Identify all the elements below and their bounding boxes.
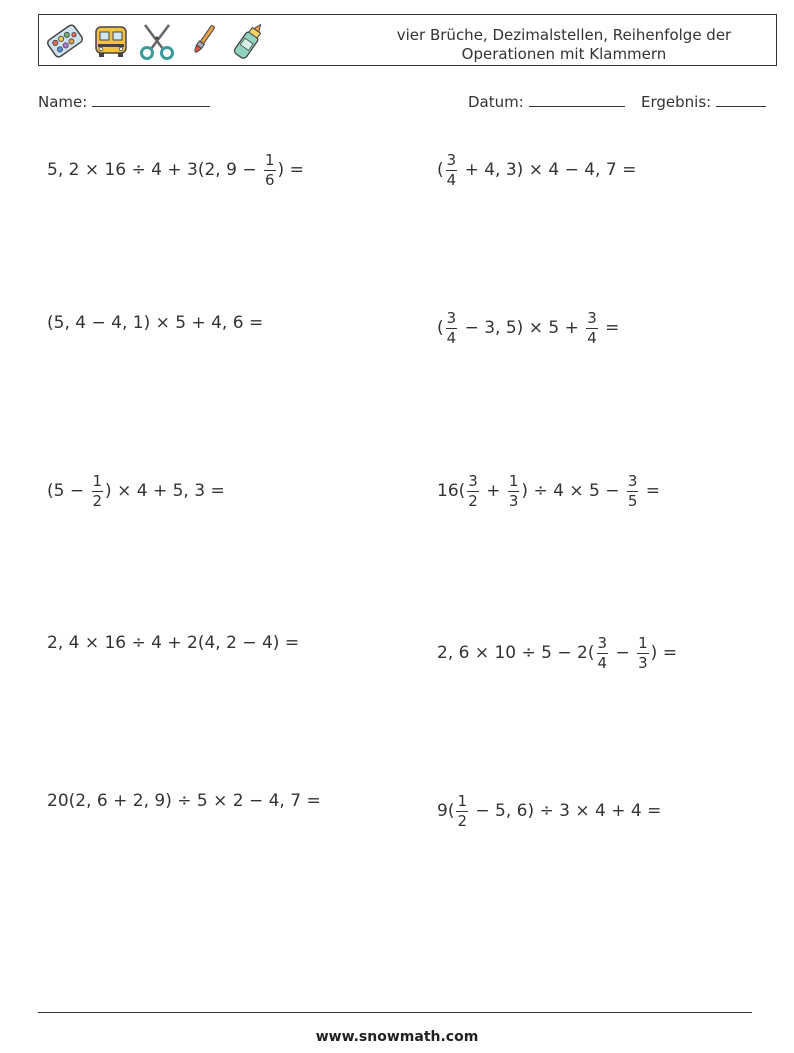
fraction-numerator: 1: [638, 633, 648, 652]
problem-text: + 4, 3) × 4 − 4, 7 =: [459, 160, 637, 180]
fraction-numerator: 3: [446, 308, 457, 327]
problem-text: ) =: [650, 643, 677, 663]
problem-text: 2, 4 × 16 ÷ 4 + 2(4, 2 − 4) =: [47, 633, 300, 653]
fraction-denominator: 4: [587, 328, 597, 347]
fraction: [456, 793, 468, 830]
problem-text: ) =: [277, 160, 304, 180]
fraction-denominator: 3: [508, 491, 519, 510]
fraction: [586, 310, 598, 347]
fraction-numerator: 1: [508, 471, 519, 490]
problem-text: ) ÷ 4 × 5 −: [521, 481, 625, 501]
problem-4: [437, 303, 619, 353]
fraction: [508, 473, 520, 510]
footer-url: www.snowmath.com: [315, 1029, 479, 1045]
problem-text: =: [599, 318, 620, 338]
problem-text: (5 −: [47, 481, 90, 501]
worksheet-title: [364, 26, 764, 64]
footer-divider: [38, 1012, 752, 1013]
date-field: [468, 93, 625, 111]
problem-text: 5, 2 × 16 ÷ 4 + 3(2, 9 −: [47, 160, 262, 180]
fraction: [92, 473, 104, 510]
fraction-numerator: 1: [92, 471, 103, 490]
fraction-denominator: 4: [446, 328, 457, 347]
fraction-denominator: 4: [446, 170, 457, 189]
problem-2: [437, 145, 636, 195]
problem-1: [47, 145, 304, 195]
problem-text: ) × 4 + 5, 3 =: [105, 481, 225, 501]
problem-10: [437, 786, 661, 836]
glue-bottle-icon: [227, 19, 271, 63]
fraction-denominator: 3: [638, 653, 648, 672]
problem-text: 16(: [437, 481, 466, 501]
problem-9: [47, 776, 321, 826]
paintbrush-icon: [181, 19, 225, 63]
problem-text: +: [480, 481, 506, 501]
scissors-icon: [135, 19, 179, 63]
name-label: Name:: [38, 93, 88, 111]
problem-7: [47, 618, 299, 668]
date-label: Datum:: [468, 93, 524, 111]
result-label: Ergebnis:: [641, 93, 712, 111]
fraction: [597, 635, 609, 672]
fraction: [446, 310, 458, 347]
fraction-numerator: 3: [627, 471, 638, 490]
problem-text: (: [437, 160, 444, 180]
fraction-numerator: 3: [468, 471, 478, 490]
fraction-numerator: 1: [457, 791, 467, 810]
problem-text: − 3, 5) × 5 +: [459, 318, 585, 338]
fraction: [446, 152, 458, 189]
problem-text: −: [610, 643, 636, 663]
name-blank[interactable]: [92, 93, 210, 107]
problem-text: 9(: [437, 801, 455, 821]
title-line-1: vier Brüche, Dezimalstellen, Reihenfolge der: [396, 26, 732, 44]
fraction-numerator: 3: [587, 308, 597, 327]
problem-text: 20(2, 6 + 2, 9) ÷ 5 × 2 − 4, 7 =: [47, 791, 321, 811]
problem-text: =: [640, 481, 661, 501]
fraction: [264, 152, 276, 189]
fraction-denominator: 6: [264, 170, 275, 189]
problem-text: (: [437, 318, 444, 338]
fraction-denominator: 4: [597, 653, 608, 672]
problem-text: (5, 4 − 4, 1) × 5 + 4, 6 =: [47, 313, 264, 333]
fraction-denominator: 5: [627, 491, 638, 510]
problem-text: − 5, 6) ÷ 3 × 4 + 4 =: [470, 801, 662, 821]
school-bus-icon: [89, 19, 133, 63]
header-icons: [43, 19, 271, 63]
fraction-numerator: 3: [597, 633, 608, 652]
paint-palette-icon: [43, 19, 87, 63]
fraction-denominator: 2: [92, 491, 103, 510]
fraction: [637, 635, 649, 672]
fraction-denominator: 2: [468, 491, 478, 510]
fraction-denominator: 2: [457, 811, 467, 830]
date-blank[interactable]: [529, 93, 625, 107]
result-blank[interactable]: [716, 93, 766, 107]
name-field: [38, 93, 210, 111]
fraction: [467, 473, 479, 510]
problem-3: [47, 298, 263, 348]
problem-text: 2, 6 × 10 ÷ 5 − 2(: [437, 643, 595, 663]
result-field: [641, 93, 766, 111]
problem-5: [47, 466, 225, 516]
problem-6: [437, 466, 660, 516]
worksheet-header: [38, 14, 777, 66]
fraction-numerator: 3: [446, 150, 457, 169]
fraction: [627, 473, 639, 510]
title-line-2: Operationen mit Klammern: [461, 45, 667, 63]
fraction-numerator: 1: [264, 150, 275, 169]
problem-8: [437, 628, 677, 678]
